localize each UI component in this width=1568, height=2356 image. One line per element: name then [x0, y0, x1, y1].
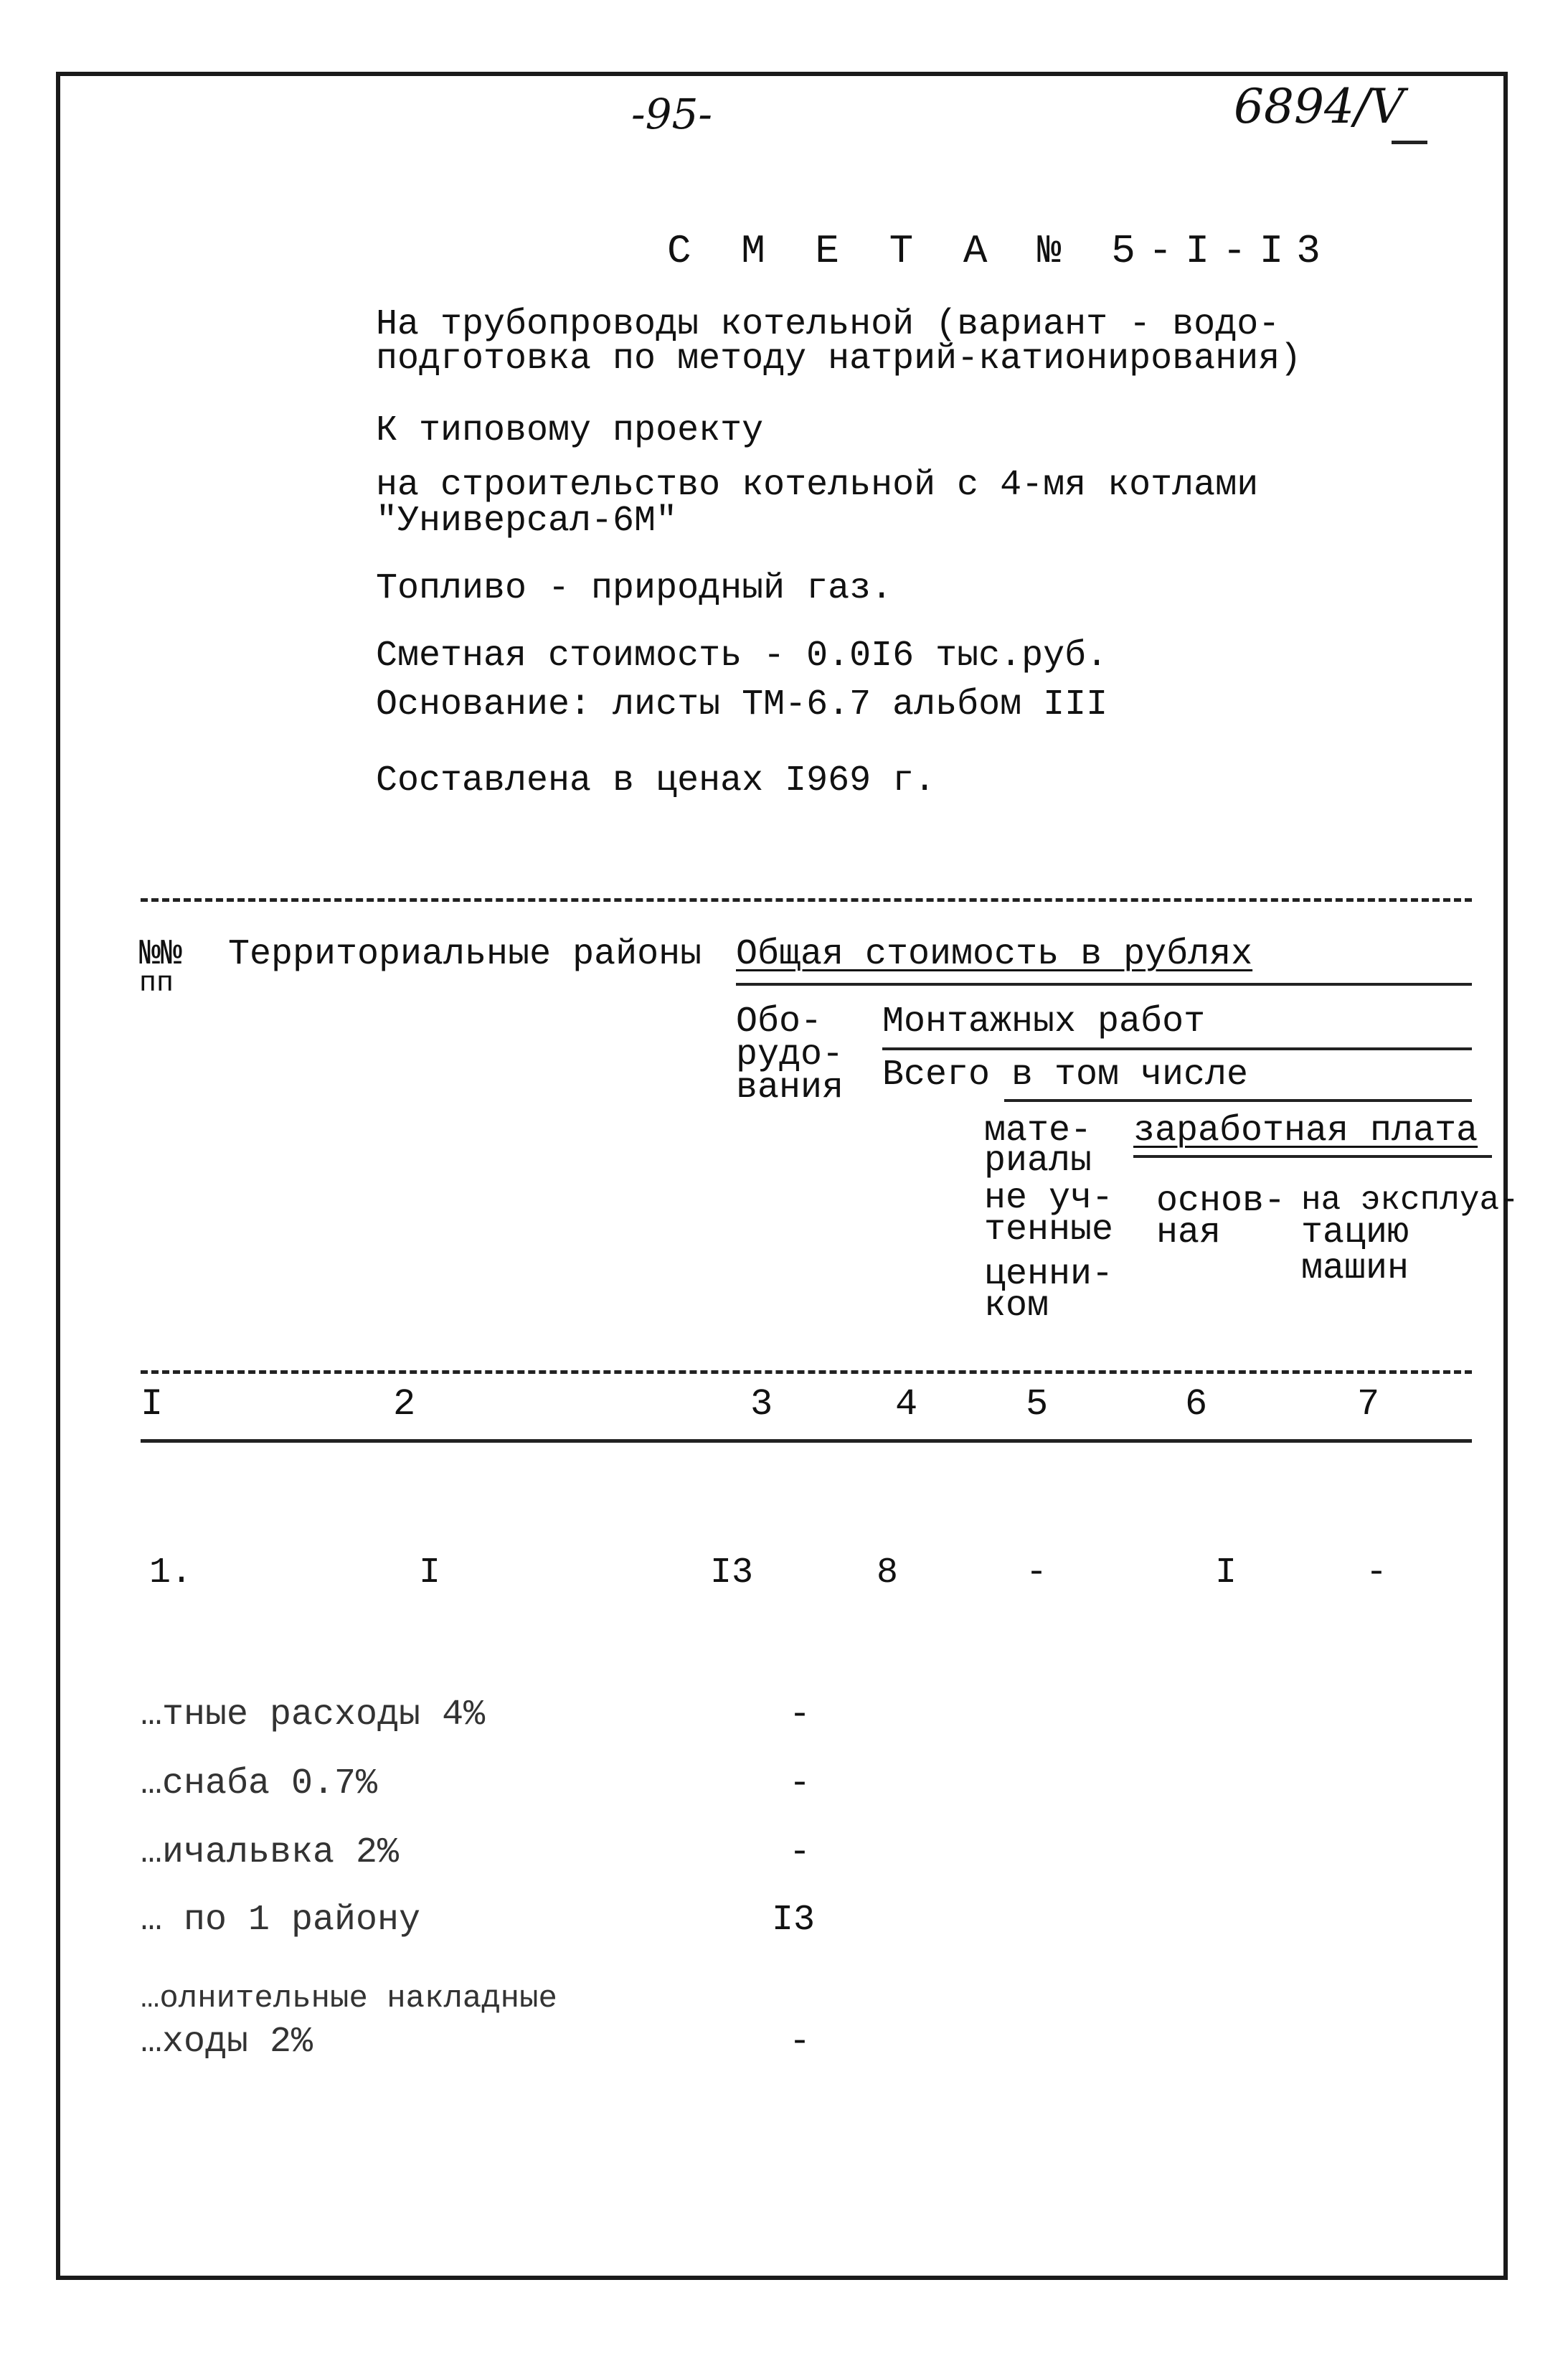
col-number-1: I: [141, 1383, 164, 1426]
header-equip-3: вания: [736, 1068, 844, 1108]
addition-overhead-value: -: [789, 1695, 811, 1735]
header-mat-6: ком: [984, 1286, 1049, 1327]
row-1-region: I: [419, 1552, 441, 1593]
table-top-rule: [141, 898, 1472, 902]
column-numbers-top-rule: [141, 1370, 1472, 1374]
inventory-underline: [1392, 141, 1427, 144]
inventory-number: 6894/V: [1234, 79, 1404, 134]
total-cost-rule: [736, 983, 1472, 986]
header-num: №№: [139, 934, 183, 975]
header-mat-4: тенные: [984, 1210, 1114, 1250]
construction-line-1: на строительство котельной с 4-мя котлами: [376, 465, 1259, 506]
column-numbers-bottom-rule: [141, 1439, 1472, 1443]
header-mat-2: риалы: [984, 1141, 1092, 1182]
construction-line-2: "Универсал-6М": [376, 501, 678, 542]
addition-extra-value: -: [789, 2022, 811, 2063]
page-number: -95-: [631, 90, 712, 138]
fuel-line: Топливо - природный газ.: [376, 568, 893, 609]
header-incl: в том числе: [1011, 1055, 1249, 1095]
addition-district-total-label: … по 1 району: [141, 1900, 421, 1941]
wage-rule: [1133, 1155, 1492, 1158]
header-mat-3: не уч-: [984, 1178, 1114, 1219]
subtitle-line-2: подготовка по методу натрий-катионирования): [376, 339, 1302, 380]
header-mach-2: тацию: [1301, 1212, 1409, 1253]
col-number-7: 7: [1357, 1383, 1380, 1426]
addition-supply-label: …снаба 0.7%: [141, 1763, 378, 1804]
estimate-title: С М Е Т А № 5-I-I3: [667, 228, 1333, 274]
header-basic-2: ная: [1156, 1212, 1222, 1253]
col-number-5: 5: [1026, 1383, 1049, 1426]
header-basic-1: основ-: [1156, 1181, 1286, 1222]
col-number-6: 6: [1185, 1383, 1208, 1426]
addition-extra-label-2: …ходы 2%: [141, 2022, 313, 2063]
header-total-cost: Общая стоимость в рублях: [736, 934, 1253, 975]
header-mat-1: мате-: [984, 1111, 1092, 1151]
addition-district-total-value: I3: [772, 1900, 816, 1941]
document-frame: [56, 72, 1508, 2280]
incl-rule: [1004, 1099, 1472, 1102]
header-wage: заработная плата: [1133, 1111, 1478, 1151]
subtitle-line-1: На трубопроводы котельной (вариант - водо-: [376, 304, 1280, 345]
header-mach-3: машин: [1301, 1248, 1409, 1289]
addition-planned-value: -: [789, 1832, 811, 1873]
addition-overhead-label: …тные расходы 4%: [141, 1695, 486, 1735]
row-1-equipment: I3: [710, 1552, 754, 1593]
basis-line: Основание: листы ТМ-6.7 альбом III: [376, 684, 1108, 725]
addition-planned-label: …ичальвка 2%: [141, 1832, 400, 1873]
col-number-4: 4: [895, 1383, 918, 1426]
addition-extra-label-1: …олнительные накладные: [141, 1981, 557, 2017]
col-number-2: 2: [393, 1383, 416, 1426]
header-mach-1: на эксплуа-: [1301, 1182, 1519, 1219]
header-regions: Территориальные районы: [228, 934, 702, 975]
header-mat-5: ценни-: [984, 1254, 1114, 1295]
project-line: К типовому проекту: [376, 410, 764, 451]
mount-rule: [882, 1047, 1472, 1050]
header-equip-2: рудо-: [736, 1035, 844, 1075]
row-1-materials: -: [1026, 1552, 1048, 1593]
header-num-2: пп: [139, 968, 174, 1000]
header-total: Всего: [882, 1055, 991, 1095]
header-mount: Монтажных работ: [882, 1002, 1206, 1042]
row-1-wage-basic: I: [1215, 1552, 1237, 1593]
row-1-total: 8: [877, 1552, 899, 1593]
cost-line: Сметная стоимость - 0.0I6 тыс.руб.: [376, 636, 1108, 677]
row-1-wage-machines: -: [1366, 1552, 1388, 1593]
prices-line: Составлена в ценах I969 г.: [376, 760, 936, 801]
addition-supply-value: -: [789, 1763, 811, 1804]
header-equip-1: Обо-: [736, 1002, 823, 1042]
row-1-num: 1.: [149, 1552, 193, 1593]
col-number-3: 3: [750, 1383, 773, 1426]
